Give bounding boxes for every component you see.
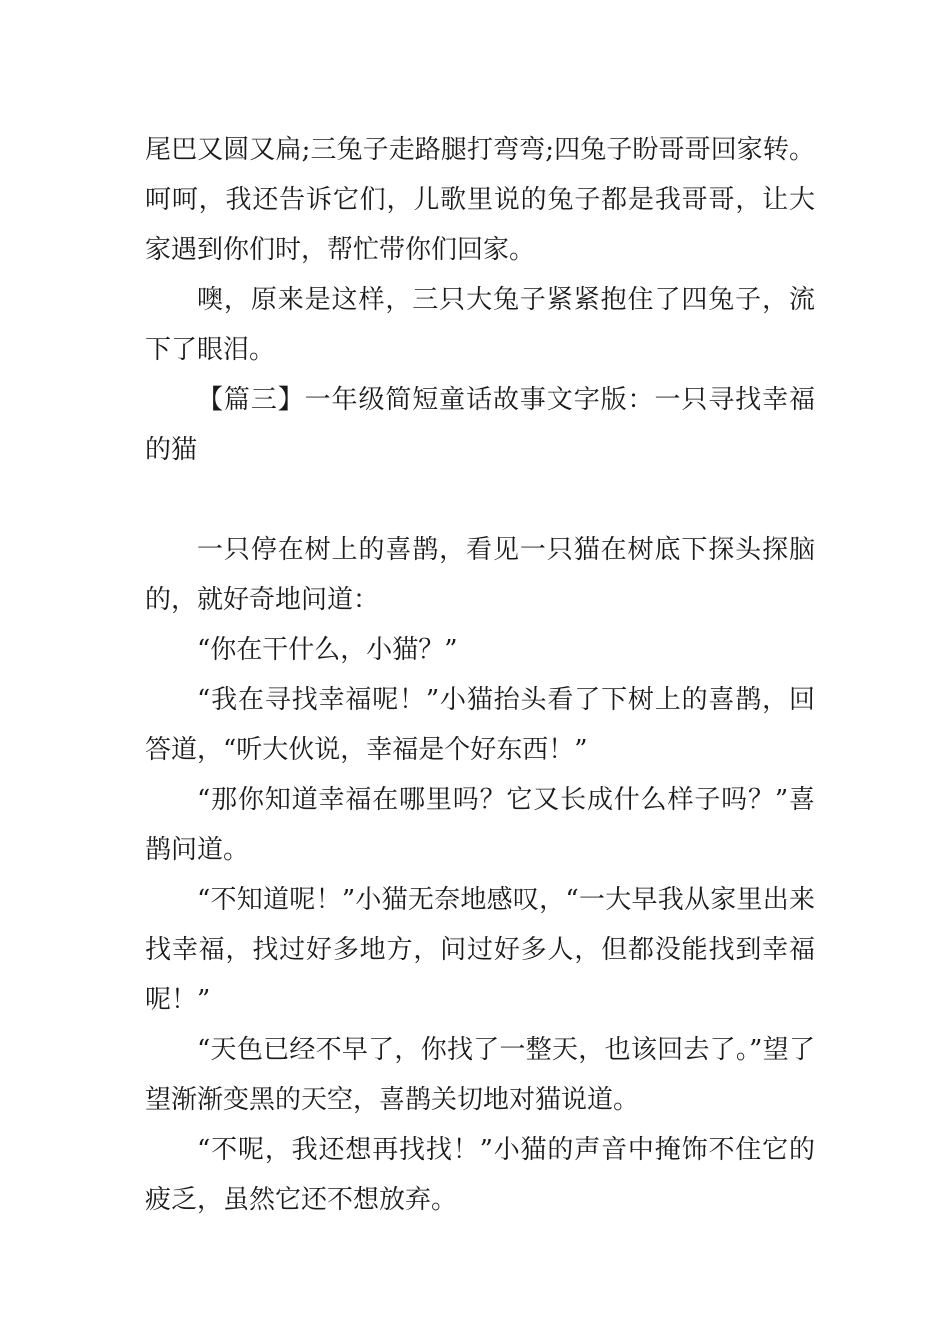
paragraph-cat-answers: “我在寻找幸福呢！”小猫抬头看了下树上的喜鹊，回答道，“听大伙说，幸福是个好东西！”	[145, 685, 815, 765]
paragraph-cat-unknown: “不知道呢！”小猫无奈地感叹，“一大早我从家里出来找幸福，找过好多地方，问过好多人，但都没能找到幸福呢！”	[145, 885, 815, 1015]
paragraph-magpie-where: “那你知道幸福在哪里吗？它又长成什么样子吗？”喜鹊问道。	[145, 785, 815, 865]
paragraph-cat-persists: “不呢，我还想再找找！”小猫的声音中掩饰不住它的疲乏，虽然它还不想放弃。	[145, 1135, 815, 1215]
section-heading: 【篇三】一年级简短童话故事文字版：一只寻找幸福的猫	[145, 385, 815, 465]
paragraph-magpie-asks: “你在干什么，小猫？”	[197, 635, 458, 665]
document-page	[145, 125, 815, 1225]
paragraph-rabbits-cry: 噢，原来是这样，三只大兔子紧紧抱住了四兔子，流下了眼泪。	[145, 285, 815, 365]
paragraph-magpie-sees-cat: 一只停在树上的喜鹊，看见一只猫在树底下探头探脑的，就好奇地问道：	[145, 535, 815, 615]
blank-line	[145, 475, 815, 525]
paragraph-magpie-late: “天色已经不早了，你找了一整天，也该回去了。”望了望渐渐变黑的天空，喜鹊关切地对猫说道。	[145, 1035, 815, 1115]
paragraph-rabbit-song: 尾巴又圆又扁;三兔子走路腿打弯弯;四兔子盼哥哥回家转。呵呵，我还告诉它们，儿歌里说的兔子都是我哥哥，让大家遇到你们时，帮忙带你们回家。	[145, 135, 815, 265]
